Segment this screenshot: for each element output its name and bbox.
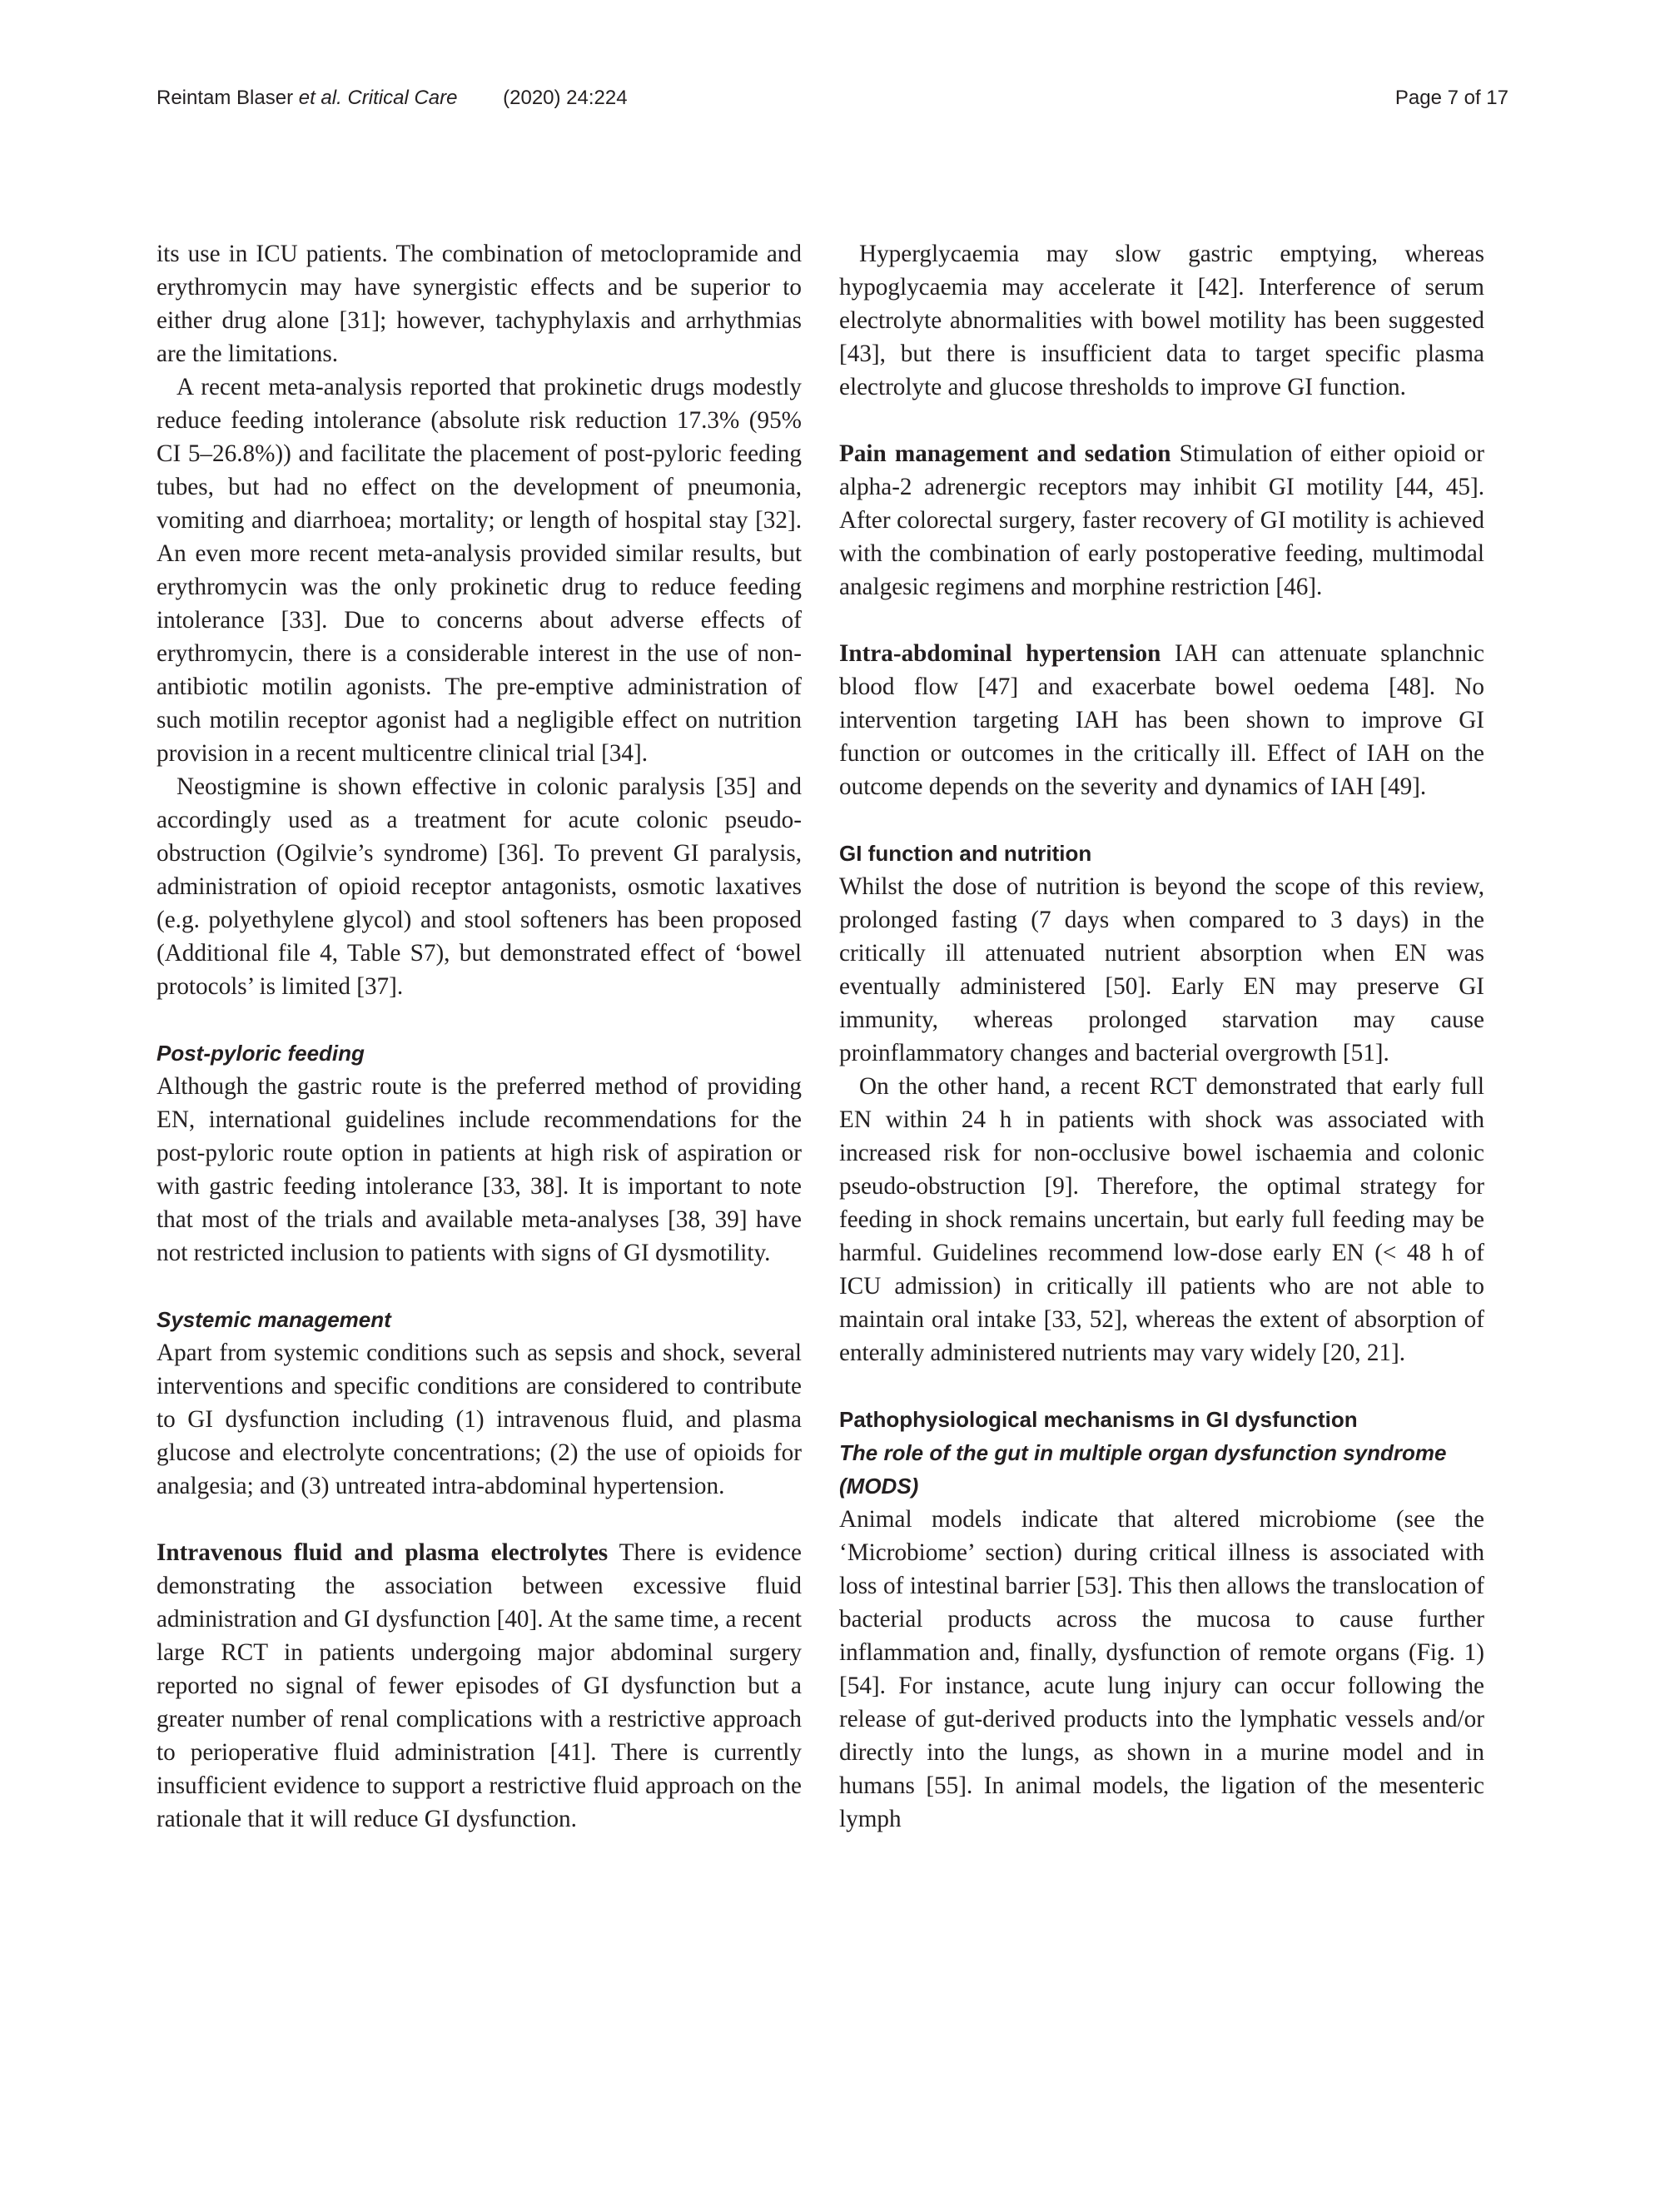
- gi-nutrition-heading: GI function and nutrition: [839, 841, 1092, 866]
- right-paragraph-4: Whilst the dose of nutrition is beyond the scope of this review, prolonged fasting (7 days when compared to 3 days) in the critically ill attenuated nutrient absorption when EN was eventually administered [50]. Early EN may preserve GI immunity, whereas prolonged starvation may cause proinflammatory changes and bacterial overgrowth [51].: [839, 873, 1484, 1066]
- right-paragraph-3: [839, 637, 1484, 803]
- running-header: [157, 87, 1508, 120]
- iah-heading: Intra-abdominal hypertension: [839, 640, 1161, 667]
- header-year: (2020) 24:224: [503, 87, 628, 109]
- right-paragraph-1: Hyperglycaemia may slow gastric emptying, whereas hypoglycaemia may accelerate it [42]. Interference of serum electrolyte abnormalities with bowel motility has been suggested [43], but there is insufficient data to target specific plasma electrolyte and glucose thresholds to improve GI function.: [839, 241, 1484, 400]
- patho-heading: Pathophysiological mechanisms in GI dysfunction: [839, 1407, 1358, 1432]
- left-paragraph-1: its use in ICU patients. The combination of metoclopramide and erythromycin may have synergistic effects and be superior to either drug alone [31]; however, tachyphylaxis and arrhythmias are the limitations.: [157, 241, 802, 367]
- header-etal: et al.: [298, 87, 342, 109]
- left-column: [157, 237, 802, 1836]
- right-paragraph-5: On the other hand, a recent RCT demonstrated that early full EN within 24 h in patients with shock was associated with increased risk for non-occlusive bowel ischaemia and colonic pseudo-obstruction [9]. Therefore, the optimal strategy for feeding in shock remains uncertain, but early full feeding may be harmful. Guidelines recommend low-dose early EN (< 48 h of ICU admission) in critically ill patients who are not able to maintain oral intake [33, 52], whereas the extent of absorption of enterally administered nutrients may vary widely [20, 21].: [839, 1073, 1484, 1366]
- right-paragraph-2: [839, 437, 1484, 604]
- header-citation: [157, 87, 628, 110]
- systemic-heading: Systemic management: [157, 1307, 391, 1332]
- right-column: [839, 237, 1484, 1836]
- right-paragraph-6: Animal models indicate that altered microbiome (see the ‘Microbiome’ section) during critical illness is associated with loss of intestinal barrier [53]. This then allows the translocation of bacterial products across the mucosa to cause further inflammation and, finally, dysfunction of remote organs (Fig. 1) [54]. For instance, acute lung injury can occur following the release of gut-derived products into the lymphatic vessels and/or directly into the lungs, as shown in a murine model and in humans [55]. In animal models, the ligation of the mesenteric lymph: [839, 1506, 1484, 1832]
- iv-heading: Intravenous fluid and plasma electrolytes: [157, 1539, 609, 1566]
- right-paragraph-2-text: Stimulation of either opioid or alpha-2 adrenergic receptors may inhibit GI motility [44, 45]. After colorectal surgery, faster recovery of GI motility is achieved with the combination of early postoperative feeding, multimodal analgesic regimens and morphine restriction [46].: [839, 440, 1484, 600]
- page-number: Page 7 of 17: [1394, 87, 1508, 109]
- left-paragraph-6-text: There is evidence demonstrating the association between excessive fluid administration and GI dysfunction [40]. At the same time, a recent large RCT in patients undergoing major abdominal surgery reported no signal of fewer episodes of GI dysfunction but a greater number of renal complications with a restrictive approach to perioperative fluid administration [41]. There is currently insufficient evidence to support a restrictive fluid approach on the rationale that it will reduce GI dysfunction.: [157, 1539, 802, 1832]
- right-paragraph-3-text: IAH can attenuate splanchnic blood flow [47] and exacerbate bowel oedema [48]. No intervention targeting IAH has been shown to improve GI function or outcomes in the critically ill. Effect of IAH on the outcome depends on the severity and dynamics of IAH [49].: [839, 640, 1485, 800]
- pain-heading: Pain management and sedation: [839, 440, 1171, 467]
- header-journal: Critical Care: [347, 87, 458, 109]
- left-paragraph-5: Apart from systemic conditions such as sepsis and shock, several interventions and specific conditions are considered to contribute to GI dysfunction including (1) intravenous fluid, and plasma glucose and electrolyte concentrations; (2) the use of opioids for analgesia; and (3) untreated intra-abdominal hypertension.: [157, 1340, 802, 1499]
- left-paragraph-3: Neostigmine is shown effective in colonic paralysis [35] and accordingly used as a treatment for acute colonic pseudo-obstruction (Ogilvie’s syndrome) [36]. To prevent GI paralysis, administration of opioid receptor antagonists, osmotic laxatives (e.g. polyethylene glycol) and stool softeners has been proposed (Additional file 4, Table S7), but demonstrated effect of ‘bowel protocols’ is limited [37].: [157, 773, 802, 1000]
- left-paragraph-2: A recent meta-analysis reported that prokinetic drugs modestly reduce feeding intolerance (absolute risk reduction 17.3% (95% CI 5–26.8%)) and facilitate the placement of post-pyloric feeding tubes, but had no effect on the development of pneumonia, vomiting and diarrhoea; mortality; or length of hospital stay [32]. An even more recent meta-analysis provided similar results, but erythromycin was the only prokinetic drug to reduce feeding intolerance [33]. Due to concerns about adverse effects of erythromycin, there is a considerable interest in the use of non-antibiotic motilin agonists. The pre-emptive administration of such motilin receptor agonist had a negligible effect on nutrition provision in a recent multicentre clinical trial [34].: [157, 374, 802, 767]
- left-paragraph-6: [157, 1536, 802, 1836]
- mods-heading: The role of the gut in multiple organ dysfunction syndrome (MODS): [839, 1440, 1447, 1499]
- left-paragraph-4: Although the gastric route is the preferred method of providing EN, international guidelines include recommendations for the post-pyloric route option in patients at high risk of aspiration or with gastric feeding intolerance [33, 38]. It is important to note that most of the trials and available meta-analyses [38, 39] have not restricted inclusion to patients with signs of GI dysmotility.: [157, 1073, 802, 1266]
- header-authors: Reintam Blaser: [157, 87, 294, 109]
- post-pyloric-heading: Post-pyloric feeding: [157, 1041, 365, 1066]
